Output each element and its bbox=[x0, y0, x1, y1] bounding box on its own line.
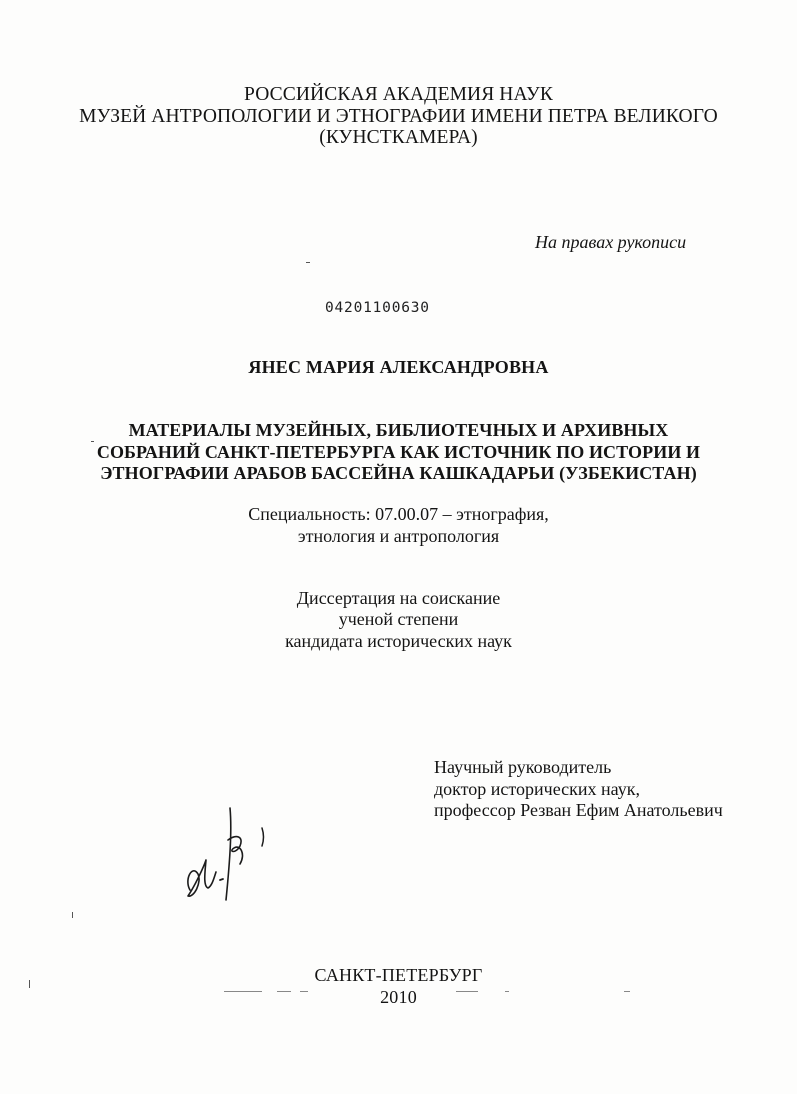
scan-artifact-line bbox=[224, 991, 262, 992]
thesis-title-line-1: МАТЕРИАЛЫ МУЗЕЙНЫХ, БИБЛИОТЕЧНЫХ И АРХИВНЫХ bbox=[128, 420, 669, 440]
advisor-label: Научный руководитель bbox=[434, 757, 612, 777]
advisor-name: профессор Резван Ефим Анатольевич bbox=[434, 800, 723, 820]
publication-year: 2010 bbox=[380, 987, 417, 1007]
degree-line-2: ученой степени bbox=[338, 609, 459, 629]
academy-name: РОССИЙСКАЯ АКАДЕМИЯ НАУК bbox=[244, 84, 553, 105]
scan-artifact-line bbox=[456, 991, 478, 992]
author-name: ЯНЕС МАРИЯ АЛЕКСАНДРОВНА bbox=[248, 357, 549, 377]
catalog-number: 04201100630 bbox=[325, 300, 430, 316]
degree-line-1: Диссертация на соискание bbox=[296, 588, 501, 608]
scan-speck bbox=[72, 912, 73, 918]
scan-artifact-line bbox=[277, 991, 291, 992]
city-name: САНКТ-ПЕТЕРБУРГ bbox=[314, 965, 483, 985]
thesis-title-line-3: ЭТНОГРАФИИ АРАБОВ БАССЕЙНА КАШКАДАРЬИ (УЗБЕКИСТАН) bbox=[100, 463, 697, 483]
museum-alias: (КУНСТКАМЕРА) bbox=[319, 127, 478, 148]
scan-speck bbox=[91, 441, 94, 442]
scan-artifact-line bbox=[300, 991, 308, 992]
scan-artifact-line bbox=[505, 991, 509, 992]
handwritten-signature-icon bbox=[178, 800, 278, 910]
manuscript-rights-note: На правах рукописи bbox=[535, 232, 687, 252]
museum-name: МУЗЕЙ АНТРОПОЛОГИИ И ЭТНОГРАФИИ ИМЕНИ ПЕТРА ВЕЛИКОГО bbox=[79, 106, 718, 127]
scan-artifact-line bbox=[624, 991, 630, 992]
degree-line-3: кандидата исторических наук bbox=[285, 631, 512, 651]
advisor-degree: доктор исторических наук, bbox=[434, 779, 640, 799]
scan-speck bbox=[306, 262, 310, 263]
thesis-title-line-2: СОБРАНИЙ САНКТ-ПЕТЕРБУРГА КАК ИСТОЧНИК ПО ИСТОРИИ И bbox=[96, 442, 701, 462]
specialty-line-2: этнология и антропология bbox=[297, 526, 500, 546]
specialty-line-1: Специальность: 07.00.07 – этнография, bbox=[248, 504, 549, 524]
